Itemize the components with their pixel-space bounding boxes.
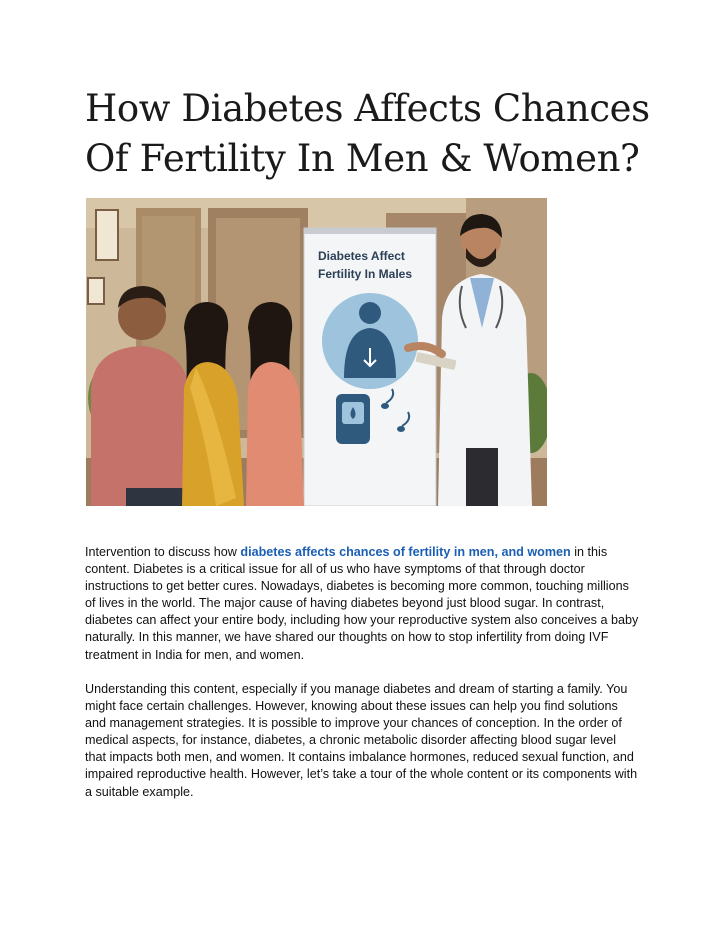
article-title [85, 84, 685, 184]
second-paragraph: Understanding this content, especially if you manage diabetes and dream of starting a family. You might face certain challenges. However, knowing about these issues can help you find solutions and management strategies. It is possible to improve your chances of conception. In the order of medical aspects, for instance, diabetes, a chronic metabolic disorder affecting blood sugar level that impacts both men, and women. It contains imbalance hormones, reduced sexual function, and impaired reproductive health. However, let’s take a tour of the whole content or its components with a suitable example. [85, 682, 638, 799]
banner-text-line-1: Diabetes Affect [318, 249, 405, 263]
intro-text-after: in this content. Diabetes is a critical issue for all of us who have symptoms of that through doctor instructions to get better cures. Nowadays, diabetes is becoming more common, touching millions of lives in the world. The major cause of having diabetes beyond just blood sugar. In contrast, diabetes can affect your entire body, including how your reproductive system also conceives a baby naturally. In this manner, we have shared our thoughts on how to stop infertility from doing IVF treatment in India for men, and women. [85, 545, 639, 662]
article-image [86, 198, 547, 506]
intro-text-before: Intervention to discuss how [85, 545, 241, 559]
title-line-1: How Diabetes Affects Chances [85, 87, 650, 130]
title-line-2: Of Fertility In Men & Women? [85, 137, 640, 180]
intro-paragraph [85, 544, 640, 664]
banner-text-line-2: Fertility In Males [318, 267, 413, 281]
fertility-link[interactable]: diabetes affects chances of fertility in men, and women [240, 545, 571, 559]
